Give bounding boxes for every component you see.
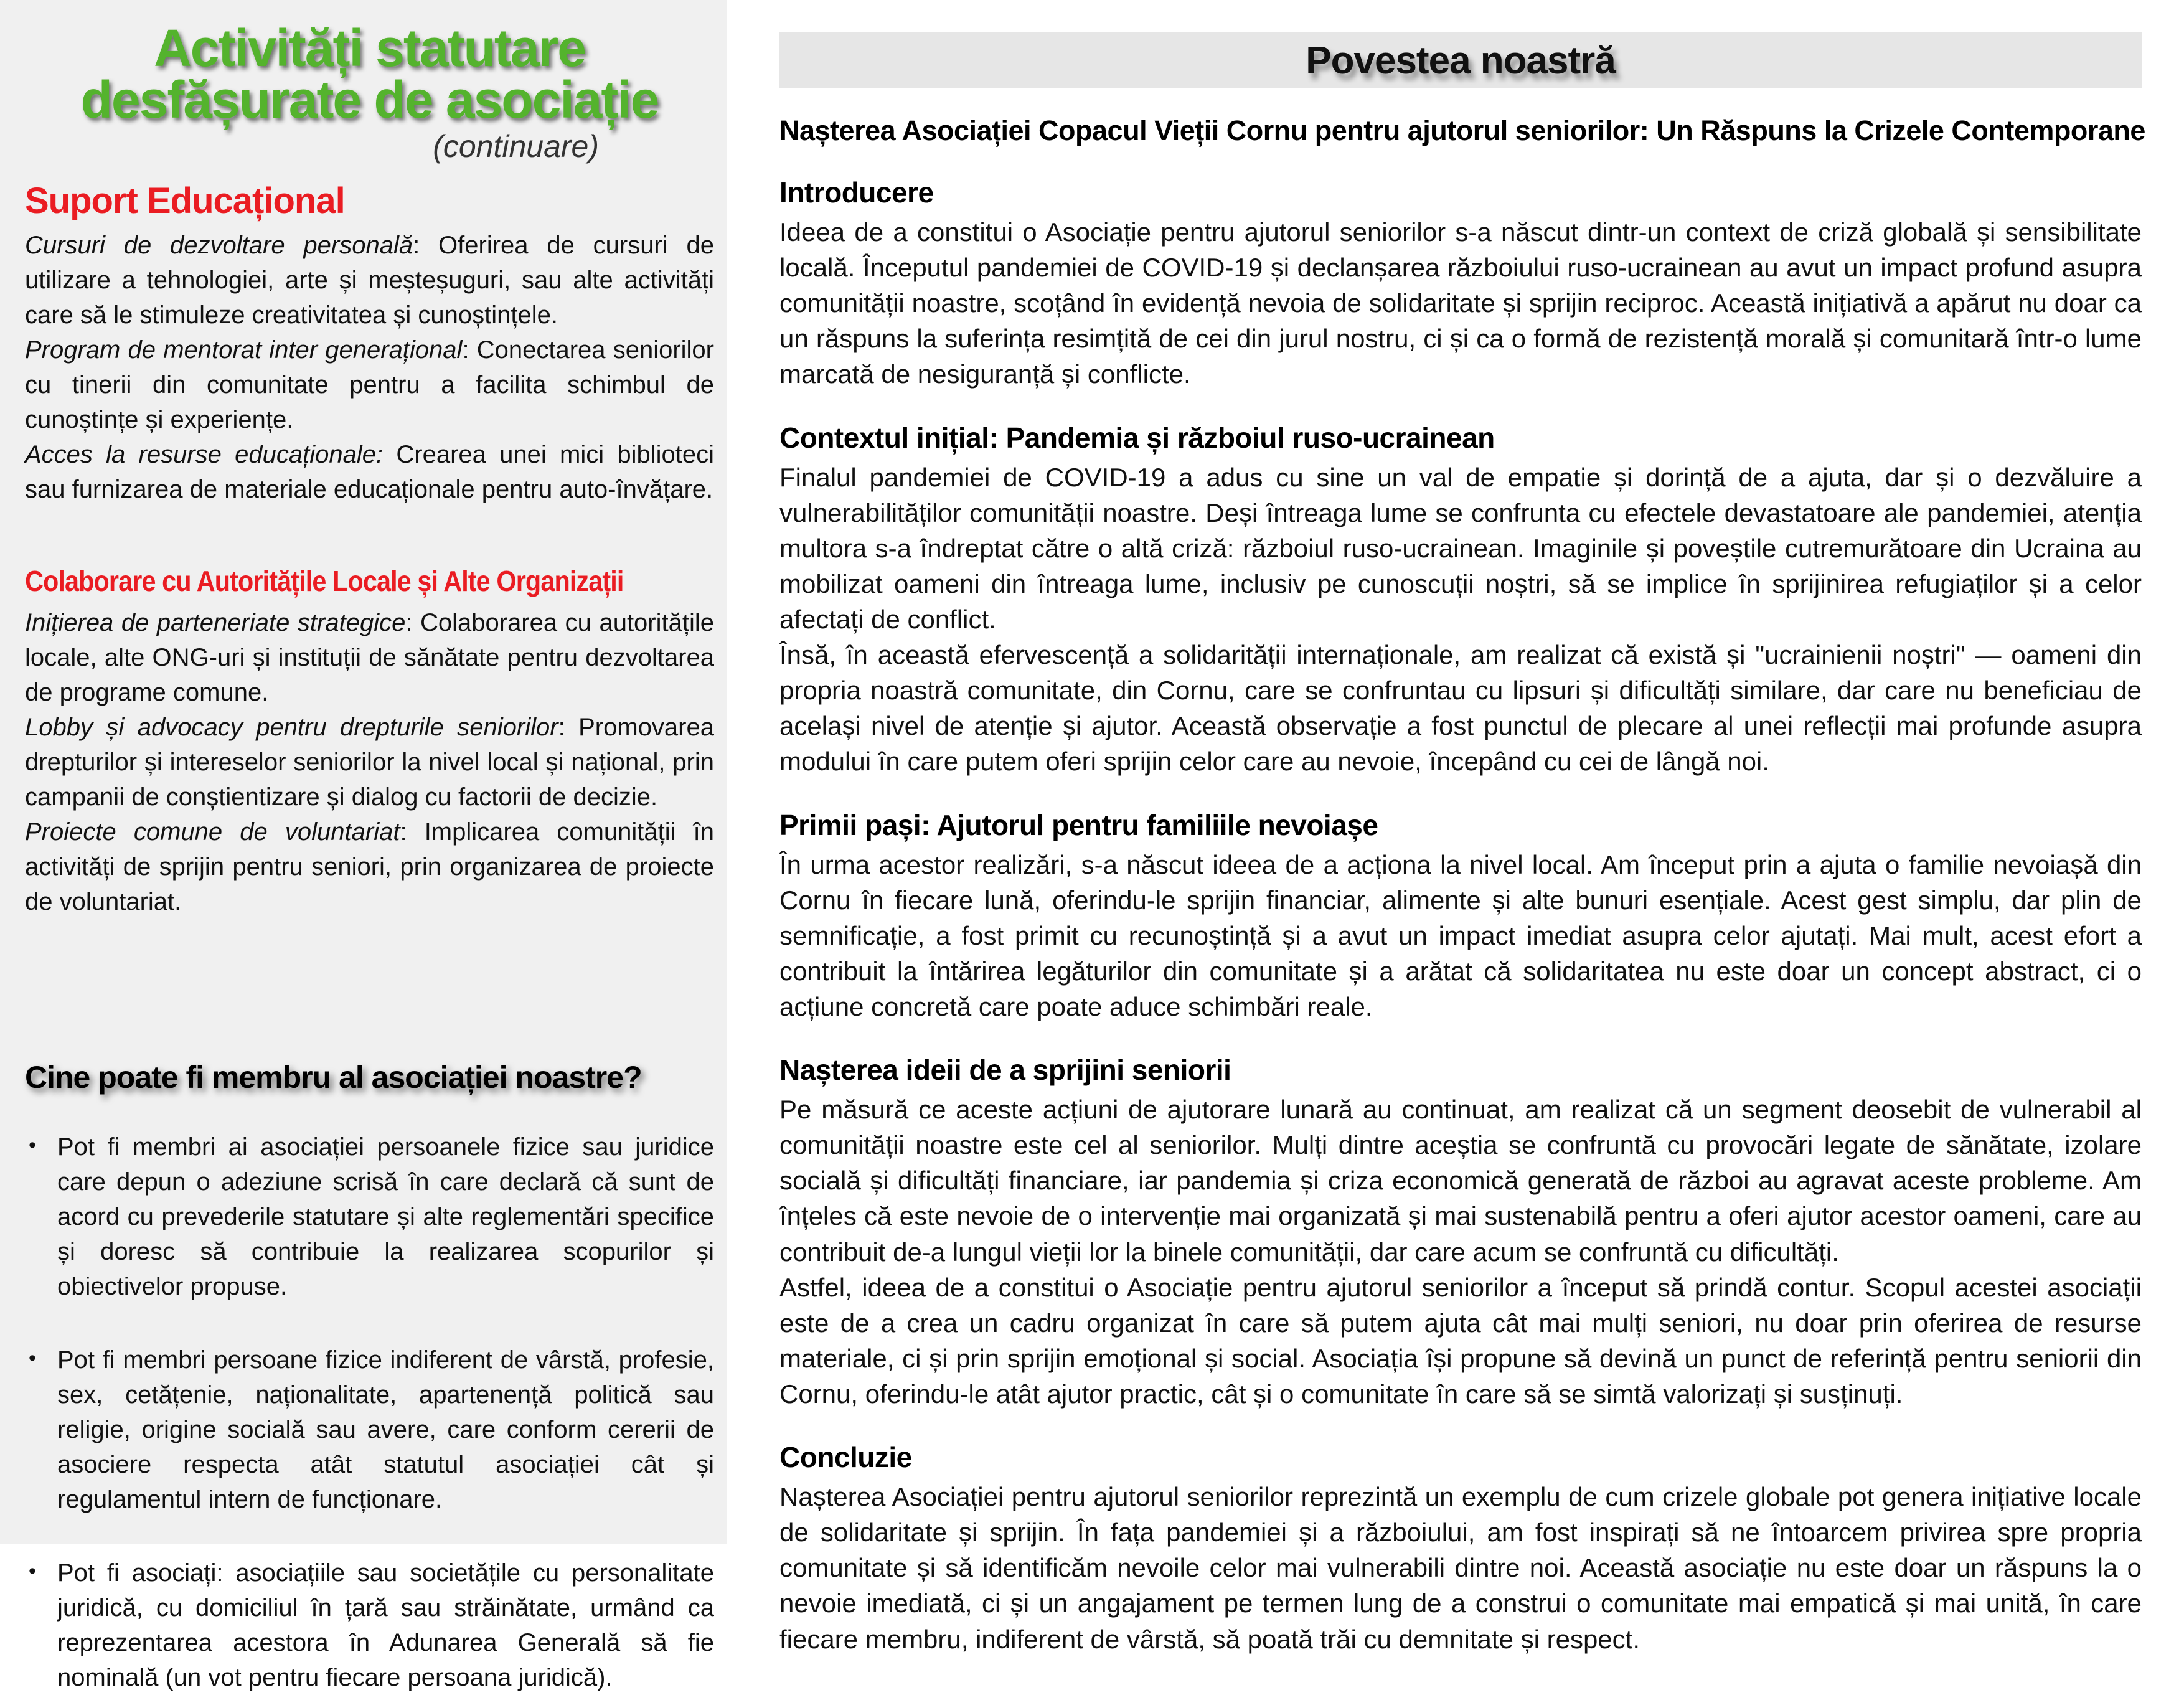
paragraph-text: Crearea unei mici biblioteci sau furnizarea de materiale educaționale pentru auto-învățare. — [25, 441, 715, 504]
story-section-primii-pasi — [779, 808, 2142, 1025]
bullet-icon: • — [29, 1346, 36, 1371]
list-item — [25, 1556, 714, 1695]
paragraph — [25, 228, 714, 333]
section-paragraph: Pe măsură ce aceste acțiuni de ajutorare lunară au continuat, am realizat că un segment deosebit de vulnerabil al comunității noastre este cel al seniorilor. Mulți dintre aceștia se confruntă cu provocări legate de sănătate, izolare socială și dificultăți financiare, iar pandemia și criza economică generată de război au agravat aceste probleme. Am înțeles că este nevoie de o intervenție mai organizată și mai sustenabilă pentru a oferi ajutor acestor oameni, care au contribuit de-a lungul vieții lor la binele comunității, dar care acum se confruntă cu dificultăți. — [779, 1095, 2142, 1267]
paragraph — [25, 814, 714, 919]
list-item-text: Pot fi asociați: asociațiile sau societățile cu personalitate juridică, cu domiciliul în țară sau străinătate, urmând ca reprezentarea acestora în Adunarea Generală să fie nominală (un vot pentru fiecare persoana juridică). — [57, 1559, 714, 1692]
paragraph-text: : Promovarea drepturilor și intereselor seniorilor la nivel local și național, prin campanii de conștientizare și dialog cu factorii de decizie. — [25, 714, 714, 811]
section-heading-educational: Suport Educațional — [25, 181, 345, 222]
list-item — [25, 1130, 714, 1304]
list-item-text: Pot fi membri persoane fizice indiferent de vârstă, profesie, sex, cetățenie, naționalitate, apartenență politică sau religie, origine socială sau avere, care conform cererii de asociere respecta atât statutul asociației cât și regulamentul intern de funcționare. — [57, 1346, 714, 1514]
paragraph-lead: Acces la resurse educaționale: — [25, 441, 384, 469]
section-heading: Introducere — [779, 176, 934, 209]
section-paragraph: Finalul pandemiei de COVID-19 a adus cu sine un val de empatie și dorință de a ajuta, dar și o dezvăluire a vulnerabilităților comunității noastre. Deși întreaga lume se confrunta cu efectele devastatoare ale pandemiei, atenția multora s-a îndreptat către o altă criză: războiul ruso-ucrainean. Imaginile și poveștile cutremurătoare din Ucraina au mobilizat oameni din întreaga lume, inclusiv pe cunoscuții noștri, să se implice în sprijinirea refugiaților și a celor afectați de conflict. — [779, 462, 2142, 634]
section-heading: Nașterea ideii de a sprijini seniorii — [779, 1054, 1231, 1087]
paragraph-text: : Colaborarea cu autoritățile locale, alte ONG-uri și instituții de sănătate pentru dezvoltarea de programe comune. — [25, 609, 715, 707]
paragraph-lead: Lobby și advocacy pentru drepturile seniorilor — [25, 714, 558, 742]
paragraph-text: : Implicarea comunității în activități de sprijin pentru seniori, prin organizarea de proiecte de voluntariat. — [25, 818, 714, 916]
section-paragraph: În urma acestor realizări, s-a născut ideea de a acționa la nivel local. Am început prin a ajuta o familie nevoiașă din Cornu în fiecare lună, oferindu-le sprijin financiar, alimente și alte bunuri esențiale. Acest gest simplu, dar plin de semnificație, a fost primit cu recunoștință și a avut un impact imediat asupra celor ajutați. Mai mult, acest efort a contribuit la întărirea legăturilor din comunitate și a arătat că solidaritatea nu este doar un concept abstract, ci o acțiune concretă care poate aduce schimbări reale. — [779, 849, 2142, 1021]
section-paragraph: Astfel, ideea de a constitui o Asociație pentru ajutorul seniorilor a început să prindă contur. Scopul acestei asociații este de a crea un cadru organizat în care să putem ajuta cât mai mulți seniori, nu doar prin oferirea de resurse materiale, ci și prin sprijin emoțional și social. Asociația își propune să devină un punct de referință pentru seniorii din Cornu, oferindu-le atât ajutor practic, cât și o comunitate în care să se simtă valorizați și susținuți. — [779, 1272, 2142, 1409]
section-paragraph: Nașterea Asociației pentru ajutorul seniorilor reprezintă un exemplu de cum crizele globale pot genera inițiative locale de solidaritate și sprijin. În fața pandemiei și a războiului, am fost inspirați să ne întoarcem privirea spre propria comunitate și să identificăm nevoile celor mai vulnerabili dintre noi. Această asociație nu este doar un răspuns la o nevoie imediată, ci și un angajament pe termen lung de a construi o comunitate mai empatică și mai unită, în care fiecare membru, indiferent de vârstă, să poată trăi cu demnitate și respect. — [779, 1482, 2142, 1654]
paragraph — [25, 333, 714, 437]
right-column — [779, 0, 2145, 1657]
section-paragraph: Însă, în această efervescență a solidarității internaționale, am realizat că există și "ucrainienii noștri" — oameni din propria noastră comunitate, din Cornu, care se confruntau cu lipsuri și dificultăți similare, dar care nu beneficiau de același nivel de atenție și ajutor. Această observație a fost punctul de plecare al unei reflecții mai profunde asupra modului în care putem oferi sprijin celor care au nevoie, începând cu cei de lângă noi. — [779, 640, 2142, 777]
paragraph — [25, 437, 714, 507]
paragraph-lead: Cursuri de dezvoltare personală — [25, 232, 413, 260]
story-banner — [779, 32, 2142, 88]
paragraph-text: : Conectarea seniorilor cu tinerii din comunitate pentru a facilita schimbul de cunoștințe și experiențe. — [25, 336, 714, 434]
section-heading: Primii pași: Ajutorul pentru familiile nevoiașe — [779, 808, 1378, 841]
paragraph — [25, 605, 714, 710]
story-headline: Nașterea Asociației Copacul Vieții Cornu pentru ajutorul seniorilor: Un Răspuns la Crizele Contemporane — [779, 115, 2145, 146]
membership-heading: Cine poate fi membru al asociației noastre? — [25, 1060, 642, 1095]
section-paragraph: Ideea de a constitui o Asociație pentru ajutorul seniorilor s-a născut dintr-un context de criză globală și sensibilitate locală. Începutul pandemiei de COVID-19 și declanșarea războiului ruso-ucrainean au avut un impact profund asupra comunității noastre, scoțând în evidență nevoia de solidaritate și sprijin reciproc. Această inițiativă a apărut nu doar ca un răspuns la suferința resimțită de cei din jurul nostru, ci și ca o formă de rezistență morală și comunitară într-o lume marcată de nesiguranță și conflicte. — [779, 217, 2142, 389]
paragraph — [25, 710, 714, 814]
collaboration-section-body — [25, 605, 714, 919]
statutes-title — [25, 19, 714, 130]
educational-section-body — [25, 228, 714, 507]
statutes-title-line1: Activități statutare — [154, 19, 585, 77]
list-item — [25, 1343, 714, 1517]
list-item-text: Pot fi membri ai asociației persoanele fizice sau juridice care depun o adeziune scrisă în care declară că sunt de acord cu prevederile statutare și alte reglementări specifice și doresc să contribuie la realizarea scopurilor și obiectivelor propuse. — [57, 1133, 714, 1301]
section-heading: Contextul inițial: Pandemia și războiul ruso-ucrainean — [779, 421, 1495, 454]
continuation-note: (continuare) — [433, 129, 599, 164]
paragraph-text: : Oferirea de cursuri de utilizare a tehnologiei, arte și meșteșuguri, sau alte activități care să le stimuleze creativitatea și cunoștințele. — [25, 232, 715, 329]
bullet-icon: • — [29, 1559, 36, 1584]
section-heading-collaboration: Colaborare cu Autoritățile Locale și Alte Organizații — [25, 565, 624, 598]
paragraph-lead: Proiecte comune de voluntariat — [25, 818, 400, 846]
paragraph-lead: Program de mentorat inter generațional — [25, 336, 463, 364]
story-section-context — [779, 421, 2142, 780]
membership-list — [25, 1130, 714, 1695]
left-column — [0, 0, 727, 1692]
story-banner-label: Povestea noastră — [1306, 39, 1616, 82]
story-section-nasterea-ideii — [779, 1053, 2142, 1412]
section-heading: Concluzie — [779, 1441, 912, 1474]
bullet-icon: • — [29, 1133, 36, 1158]
story-section-introducere — [779, 176, 2142, 392]
story-section-concluzie — [779, 1440, 2142, 1657]
paragraph-lead: Inițierea de parteneriate strategice — [25, 609, 406, 637]
statutes-title-line2: desfășurate de asociație — [80, 70, 659, 130]
